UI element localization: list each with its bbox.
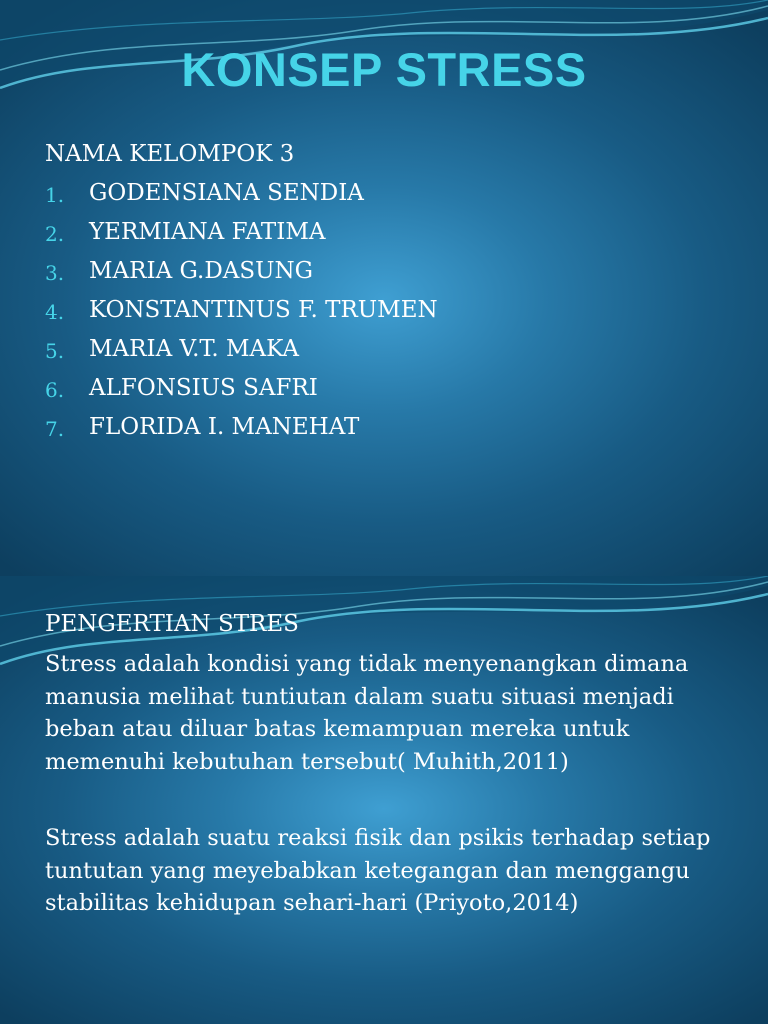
member-name: YERMIANA FATIMA	[89, 219, 326, 245]
member-name: KONSTANTINUS F. TRUMEN	[89, 297, 438, 323]
member-item	[45, 375, 438, 414]
member-name: GODENSIANA SENDIA	[89, 180, 364, 206]
member-number: 2.	[45, 222, 65, 246]
member-number: 1.	[45, 183, 65, 207]
slide-title: KONSEP STRESS	[181, 43, 587, 96]
member-number: 6.	[45, 378, 65, 402]
member-number: 4.	[45, 300, 65, 324]
member-name: FLORIDA I. MANEHAT	[89, 414, 360, 440]
slide-definition	[0, 576, 768, 1024]
member-list	[45, 180, 438, 453]
definition-paragraph: Stress adalah kondisi yang tidak menyenangkan dimana manusia melihat tuntiutan dalam suatu situasi menjadi beban atau diluar batas kemampuan mereka untuk memenuhi kebutuhan tersebut( Muhith,2011)	[45, 651, 689, 775]
member-number: 7.	[45, 417, 65, 441]
member-item	[45, 414, 438, 453]
member-number: 5.	[45, 339, 65, 363]
member-item	[45, 180, 438, 219]
member-item	[45, 336, 438, 375]
member-name: MARIA G.DASUNG	[89, 258, 314, 284]
member-name: MARIA V.T. MAKA	[89, 336, 299, 362]
definition-heading: PENGERTIAN STRES	[45, 611, 299, 637]
member-number: 3.	[45, 261, 65, 285]
member-item	[45, 297, 438, 336]
group-heading: NAMA KELOMPOK 3	[45, 141, 295, 167]
member-item	[45, 258, 438, 297]
member-item	[45, 219, 438, 258]
member-name: ALFONSIUS SAFRI	[89, 375, 318, 401]
definition-paragraph: Stress adalah suatu reaksi fisik dan psikis terhadap setiap tuntutan yang meyebabkan ketegangan dan menggangu stabilitas kehidupan sehari-hari (Priyoto,2014)	[45, 825, 711, 916]
